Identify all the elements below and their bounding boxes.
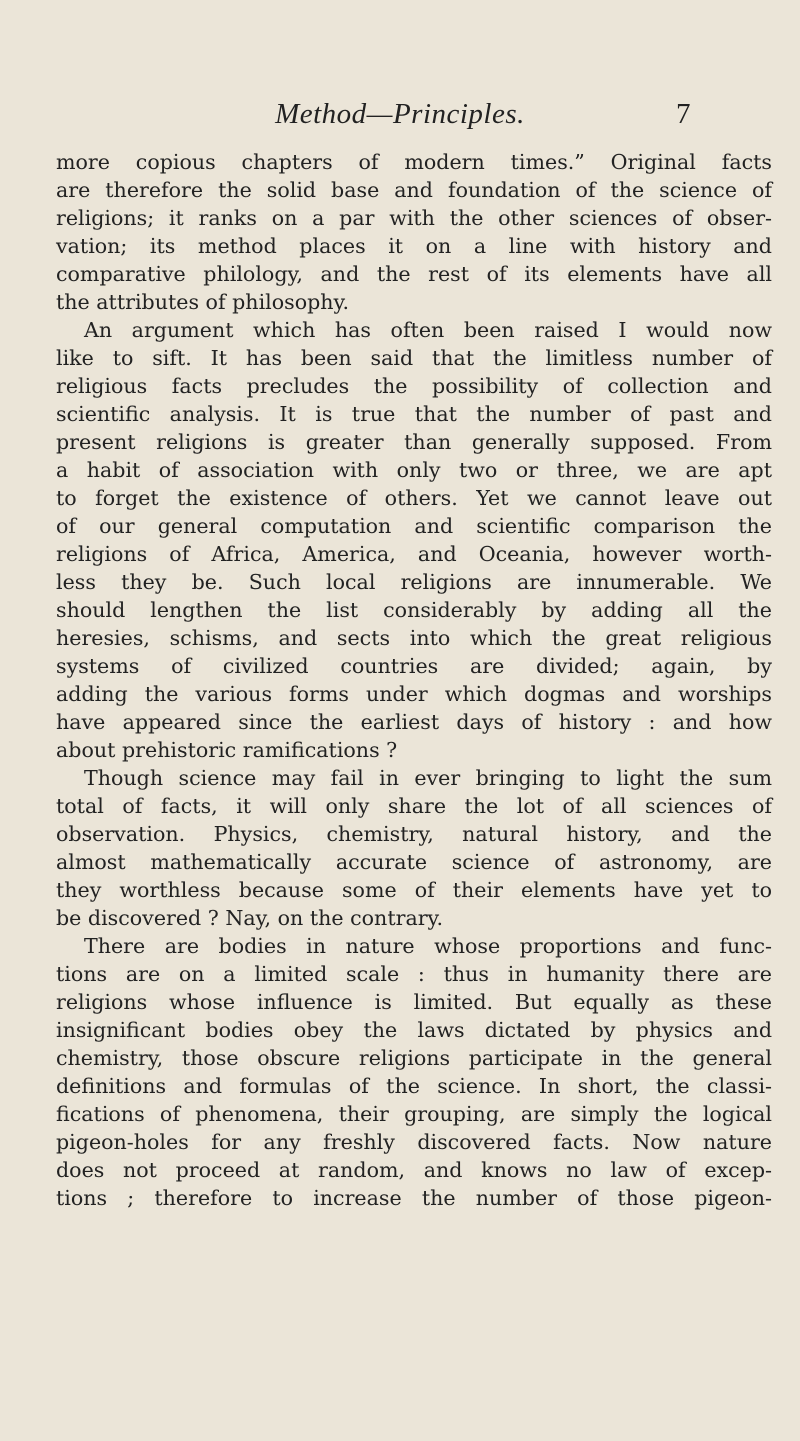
text-line: Though science may fail in ever bringing to light the sum	[84, 766, 772, 790]
text-line: of our general computation and scientific comparison the	[56, 514, 772, 538]
text-line: have appeared since the earliest days of history : and how	[56, 710, 772, 734]
text-line: fications of phenomena, their grouping, are simply the logical	[56, 1102, 772, 1126]
page-number: 7	[676, 98, 691, 130]
page-header	[0, 96, 800, 136]
text-line: vation; its method places it on a line with history and	[56, 234, 772, 258]
text-line: observation. Physics, chemistry, natural history, and the	[56, 822, 772, 846]
text-line: are therefore the solid base and foundation of the science of	[56, 178, 772, 202]
text-line: systems of civilized countries are divided; again, by	[56, 654, 772, 678]
text-line: religious facts precludes the possibility of collection and	[56, 374, 772, 398]
text-line: more copious chapters of modern times.” Original facts	[56, 150, 772, 174]
text-line: There are bodies in nature whose proportions and func-	[84, 934, 772, 958]
text-line: less they be. Such local religions are innumerable. We	[56, 570, 772, 594]
text-line: almost mathematically accurate science of astronomy, are	[56, 850, 772, 874]
text-line: the attributes of philosophy.	[56, 290, 349, 314]
text-line: total of facts, it will only share the lot of all sciences of	[56, 794, 772, 818]
text-line: should lengthen the list considerably by adding all the	[56, 598, 772, 622]
text-line: insignificant bodies obey the laws dictated by physics and	[56, 1018, 772, 1042]
text-line: pigeon-holes for any freshly discovered facts. Now nature	[56, 1130, 772, 1154]
text-line: like to sift. It has been said that the limitless number of	[56, 346, 772, 370]
text-line: tions are on a limited scale : thus in humanity there are	[56, 962, 772, 986]
text-line: religions whose influence is limited. But equally as these	[56, 990, 772, 1014]
text-line: to forget the existence of others. Yet we cannot leave out	[56, 486, 772, 510]
text-line: present religions is greater than generally supposed. From	[56, 430, 772, 454]
text-line: tions ; therefore to increase the number of those pigeon-	[56, 1186, 772, 1210]
text-line: definitions and formulas of the science. In short, the classi-	[56, 1074, 772, 1098]
text-line: religions; it ranks on a par with the other sciences of obser-	[56, 206, 772, 230]
text-line: be discovered ? Nay, on the contrary.	[56, 906, 444, 930]
text-line: An argument which has often been raised I would now	[84, 318, 772, 342]
text-line: heresies, schisms, and sects into which the great religious	[56, 626, 772, 650]
text-line: scientific analysis. It is true that the number of past and	[56, 402, 772, 426]
text-line: a habit of association with only two or three, we are apt	[56, 458, 772, 482]
text-line: does not proceed at random, and knows no law of excep-	[56, 1158, 772, 1182]
text-line: they worthless because some of their elements have yet to	[56, 878, 772, 902]
running-head: Method—Principles.	[275, 98, 525, 130]
text-line: comparative philology, and the rest of its elements have all	[56, 262, 772, 286]
text-line: chemistry, those obscure religions participate in the general	[56, 1046, 772, 1070]
text-line: religions of Africa, America, and Oceania, however worth-	[56, 542, 772, 566]
text-line: about prehistoric ramifications ?	[56, 738, 398, 762]
text-line: adding the various forms under which dogmas and worships	[56, 682, 772, 706]
